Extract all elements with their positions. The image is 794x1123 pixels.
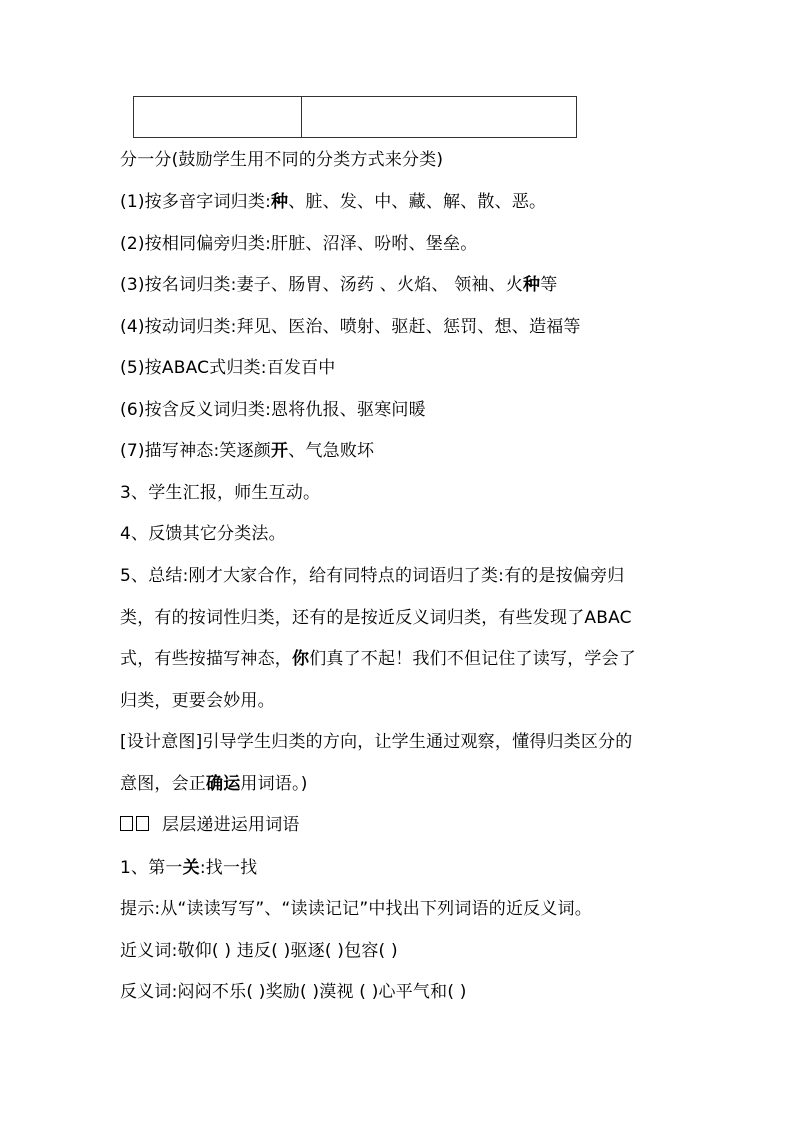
- table-cell: [302, 97, 577, 138]
- summary-line-1: 5、总结:刚才大家合作，给有同特点的词语归了类:有的是按偏旁归: [120, 566, 625, 586]
- text-span: 1、第一: [120, 858, 183, 878]
- bold-text: 种: [523, 275, 541, 295]
- table-cell: [134, 97, 302, 138]
- category-7: [120, 439, 374, 463]
- summary-line-2: 类，有的按词性归类，还有的是按近反义词归类，有些发现了ABAC: [120, 608, 632, 628]
- category-1: [120, 190, 546, 214]
- missing-glyph-icon: [136, 816, 149, 831]
- text-span: 等: [540, 275, 558, 295]
- category-6: (6)按含反义词归类:恩将仇报、驱寒问暖: [120, 400, 426, 420]
- missing-glyph-icon: [120, 816, 133, 831]
- category-4: (4)按动词归类:拜见、医治、喷射、驱赶、惩罚、想、造福等: [120, 317, 581, 337]
- design-intent-line-2: [120, 772, 308, 796]
- bold-text: 开: [271, 441, 289, 461]
- step-4: 4、反馈其它分类法。: [120, 524, 286, 544]
- table-fragment: [133, 96, 577, 138]
- text-span: 用词语。): [240, 774, 308, 794]
- synonyms-exercise: 近义词:敬仰( ) 违反( )驱逐( )包容( ): [120, 941, 398, 961]
- text-span: 意图，会正: [120, 774, 206, 794]
- text-span: (7)描写神态:笑逐颜: [120, 441, 272, 461]
- bold-text: 关: [182, 858, 200, 878]
- bold-text: 确运: [206, 774, 241, 794]
- bold-text: 种: [271, 192, 289, 212]
- summary-line-4: 归类，更要会妙用。: [120, 691, 275, 711]
- section-title: 层层递进运用词语: [162, 815, 300, 835]
- bold-text: 你: [292, 649, 310, 669]
- text-span: 、气急败坏: [288, 441, 375, 461]
- text-span: 式，有些按描写神态，: [120, 649, 292, 669]
- fenyifen-heading: 分一分(鼓励学生用不同的分类方式来分类): [120, 150, 444, 170]
- category-3: [120, 273, 557, 297]
- category-2: (2)按相同偏旁归类:肝脏、沼泽、吩咐、堡垒。: [120, 234, 478, 254]
- step-3: 3、学生汇报，师生互动。: [120, 483, 321, 503]
- category-5: (5)按ABAC式归类:百发百中: [120, 358, 336, 378]
- design-intent-line-1: [设计意图]引导学生归类的方向，让学生通过观察，懂得归类区分的: [120, 732, 633, 752]
- antonyms-exercise: 反义词:闷闷不乐( )奖励( )漠视 ( )心平气和( ): [120, 982, 467, 1002]
- hint-text: 提示:从“读读写写”、“读读记记”中找出下列词语的近反义词。: [120, 899, 592, 919]
- text-span: 、脏、发、中、藏、解、散、恶。: [288, 192, 547, 212]
- text-span: 们真了不起！我们不但记住了读写，学会了: [309, 649, 637, 669]
- text-span: (1)按多音字词归类:: [120, 192, 272, 212]
- text-span: (3)按名词归类:妻子、肠胃、汤药 、火焰、 领袖、火: [120, 275, 524, 295]
- text-span: :找一找: [199, 858, 258, 878]
- summary-line-3: [120, 647, 636, 671]
- level-1-heading: [120, 856, 257, 880]
- section-heading: [120, 813, 300, 837]
